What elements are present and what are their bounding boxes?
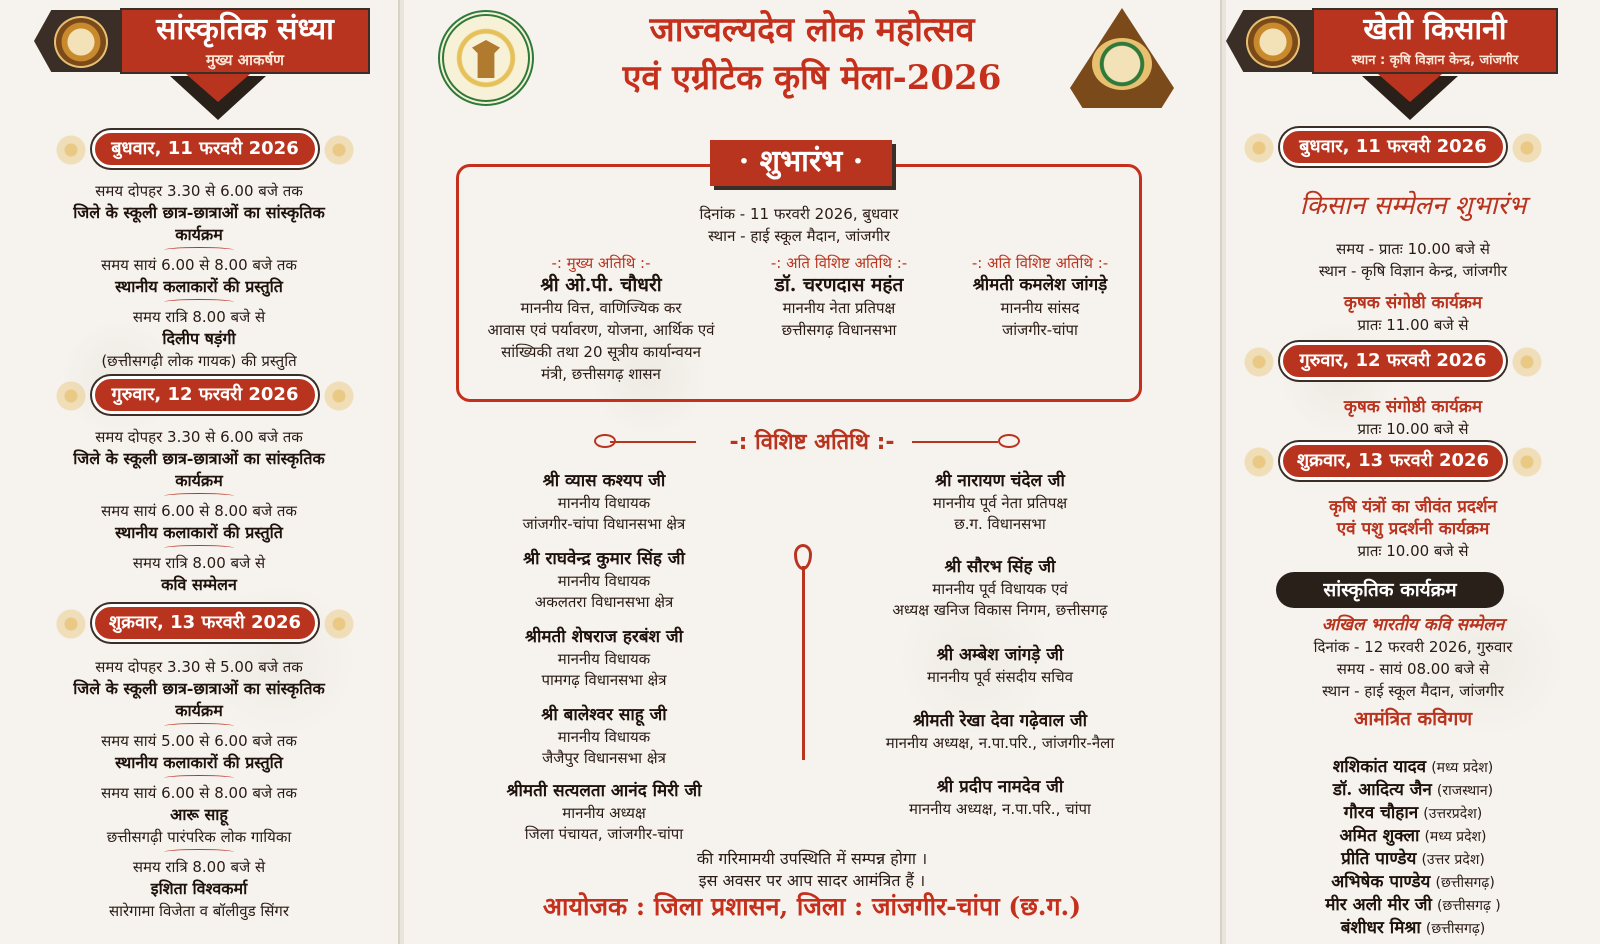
special-guest-name: श्रीमती कमलेश जांगड़े — [972, 275, 1108, 295]
middle-panel-main — [404, 0, 1222, 944]
festival-seal-icon — [1070, 8, 1174, 108]
guest-name: श्रीमती रेखा देवा गढ़ेवाल जी — [912, 711, 1088, 731]
kavi-place: स्थान - हाई स्कूल मैदान, जांजगीर — [1322, 682, 1504, 700]
divider — [164, 723, 234, 729]
poets-list — [1226, 756, 1600, 940]
divider — [164, 849, 234, 855]
guest-entry — [820, 644, 1180, 688]
guest-entry — [820, 710, 1180, 754]
date-pill-day3: शुक्रवार, 13 फरवरी 2026 — [1280, 442, 1506, 480]
performer-note: छत्तीसगढ़ी पारंपरिक लोक गायिका — [106, 828, 292, 846]
chief-guest — [463, 253, 739, 385]
ornament-line — [912, 441, 998, 443]
schedule-time: समय सायं 6.00 से 8.00 बजे तक — [101, 256, 297, 274]
schedule-time: समय दोपहर 3.30 से 6.00 बजे तक — [95, 182, 303, 200]
poet-state: (मध्य प्रदेश) — [1431, 760, 1494, 776]
schedule-time: समय दोपहर 3.30 से 5.00 बजे तक — [95, 658, 303, 676]
special-guest-desc: माननीय सांसद — [1000, 299, 1080, 317]
temple-emblem-icon — [1092, 38, 1152, 90]
schedule-title: जिले के स्कूली छात्र-छात्राओं का सांस्कृतिक कार्यक्रम — [73, 449, 325, 490]
day2-schedule — [0, 426, 398, 596]
poet-item — [1226, 894, 1600, 917]
organizer-line: आयोजक : जिला प्रशासन, जिला : जांजगीर-चांपा (छ.ग.) — [542, 892, 1082, 921]
poet-name: शशिकांत यादव — [1332, 757, 1427, 777]
kavi-date: दिनांक - 12 फरवरी 2026, गुरुवार — [1313, 638, 1513, 656]
guest-desc: पामगढ़ विधानसभा क्षेत्र — [541, 671, 667, 689]
sangoshthi-title: कृषक संगोष्ठी कार्यक्रम — [1343, 397, 1483, 417]
header-subtitle: मुख्य आकर्षण — [205, 51, 285, 69]
divider — [164, 775, 234, 781]
guest-desc: माननीय विधायक — [557, 728, 651, 746]
header-subtitle: स्थान : कृषि विज्ञान केन्द्र, जांजगीर — [1351, 53, 1519, 68]
cultural-program-label: सांस्कृतिक कार्यक्रम — [1276, 572, 1504, 608]
header-title-box — [120, 8, 370, 74]
header-title: सांस्कृतिक संध्या — [156, 12, 334, 47]
guest-entry — [424, 470, 784, 535]
chief-guest-desc: मंत्री, छत्तीसगढ़ शासन — [541, 365, 661, 383]
event-title-line2: एवं एग्रीटेक कृषि मेला-2026 — [622, 58, 1002, 98]
kisan-place: स्थान - कृषि विज्ञान केन्द्र, जांजगीर — [1318, 262, 1508, 280]
divider — [164, 493, 234, 499]
special-guest-label: -: अति विशिष्ट अतिथि :- — [770, 254, 908, 272]
day2-details — [1226, 396, 1600, 440]
poet-state: (छत्तीसगढ़) — [1435, 875, 1495, 891]
special-guest-2 — [941, 253, 1139, 341]
poet-state: (राजस्थान) — [1436, 783, 1494, 799]
kavi-sammelan-details — [1226, 614, 1600, 730]
schedule-time: समय सायं 6.00 से 8.00 बजे तक — [101, 784, 297, 802]
poet-name: बंशीधर मिश्रा — [1340, 918, 1421, 938]
guest-desc: माननीय अध्यक्ष, न.पा.परि., जांजगीर-नैला — [885, 734, 1115, 752]
chief-guest-label: -: मुख्य अतिथि :- — [551, 254, 651, 272]
special-guest-desc: जांजगीर-चांपा — [1002, 321, 1078, 339]
guest-desc: माननीय पूर्व नेता प्रतिपक्ष — [932, 494, 1068, 512]
schedule-time: समय सायं 5.00 से 6.00 बजे तक — [101, 732, 297, 750]
center-divider — [802, 566, 805, 760]
schedule-title: कवि सम्मेलन — [161, 575, 237, 594]
special-guest-desc: छत्तीसगढ़ विधानसभा — [781, 321, 897, 339]
guest-entry — [424, 626, 784, 691]
cg-govt-seal-icon — [438, 10, 534, 106]
guest-desc: जांजगीर-चांपा विधानसभा क्षेत्र — [522, 515, 686, 533]
inauguration-place: स्थान - हाई स्कूल मैदान, जांजगीर — [708, 227, 890, 245]
guest-desc: माननीय अध्यक्ष — [562, 804, 646, 822]
schedule-time: समय रात्रि 8.00 बजे से — [132, 858, 266, 876]
poet-name: प्रीति पाण्डेय — [1341, 849, 1417, 869]
special-guest-name: डॉ. चरणदास महंत — [774, 274, 904, 296]
inauguration-label: · शुभारंभ · — [710, 140, 892, 186]
inauguration-box — [456, 164, 1142, 402]
schedule-title: स्थानीय कलाकारों की प्रस्तुति — [115, 753, 283, 772]
guest-desc: जैजैपुर विधानसभा क्षेत्र — [542, 749, 666, 767]
poet-state: (छत्तीसगढ़) — [1425, 921, 1486, 937]
header-title-box — [1312, 8, 1558, 74]
guest-entry — [820, 556, 1180, 621]
poet-state: (मध्य प्रदेश) — [1424, 829, 1487, 845]
guest-desc: अध्यक्ष खनिज विकास निगम, छत्तीसगढ़ — [892, 601, 1108, 619]
festival-logo-icon — [54, 16, 108, 68]
schedule-title: स्थानीय कलाकारों की प्रस्तुति — [115, 277, 283, 296]
farming-header — [1192, 6, 1592, 76]
schedule-time: समय रात्रि 8.00 बजे से — [132, 308, 266, 326]
poet-name: मीर अली मीर जी — [1325, 895, 1432, 915]
performer-note: (छत्तीसगढ़ी लोक गायक) की प्रस्तुति — [101, 352, 297, 370]
event-title — [554, 6, 1070, 102]
date-pill-day1: बुधवार, 11 फरवरी 2026 — [1280, 128, 1506, 166]
date-pill-day1: बुधवार, 11 फरवरी 2026 — [92, 130, 318, 168]
performer-note: सारेगामा विजेता व बॉलीवुड सिंगर — [108, 902, 290, 920]
guest-desc: माननीय अध्यक्ष, न.पा.परि., चांपा — [909, 800, 1091, 818]
right-panel-farming — [1226, 0, 1600, 944]
poet-name: अमित शुक्ला — [1339, 826, 1420, 846]
poet-name: अभिषेक पाण्डेय — [1331, 872, 1431, 892]
date-pill-day2: गुरुवार, 12 फरवरी 2026 — [1280, 342, 1506, 380]
poet-item — [1226, 825, 1600, 848]
day1-schedule — [0, 180, 398, 372]
schedule-title: जिले के स्कूली छात्र-छात्राओं का सांस्कृतिक कार्यक्रम — [73, 679, 325, 720]
guest-desc: जिला पंचायत, जांजगीर-चांपा — [524, 825, 684, 843]
pointer-arrow-inner-icon — [1378, 74, 1442, 102]
divider — [164, 299, 234, 305]
inauguration-details — [459, 203, 1139, 247]
guest-entry — [424, 548, 784, 613]
guest-entry — [424, 704, 784, 769]
poet-state: (छत्तीसगढ़ ) — [1437, 898, 1501, 914]
guest-entry — [820, 776, 1180, 820]
demo-time: प्रातः 10.00 बजे से — [1357, 542, 1469, 560]
guest-desc: माननीय विधायक — [557, 494, 651, 512]
kavi-time: समय - सायं 08.00 बजे से — [1336, 660, 1490, 678]
kisan-details — [1226, 238, 1600, 336]
guest-name: श्री अम्बेश जांगड़े जी — [936, 645, 1064, 665]
poet-name: डॉ. आदित्य जैन — [1332, 780, 1432, 800]
poet-item — [1226, 917, 1600, 940]
guest-name: श्री सौरभ सिंह जी — [944, 557, 1056, 577]
sangoshthi-time: प्रातः 11.00 बजे से — [1357, 316, 1469, 334]
event-title-line1: जाज्वल्यदेव लोक महोत्सव — [649, 10, 975, 50]
poet-item — [1226, 848, 1600, 871]
poet-state: (उत्तर प्रदेश) — [1421, 852, 1485, 868]
guest-desc: छ.ग. विधानसभा — [954, 515, 1046, 533]
schedule-time: समय दोपहर 3.30 से 6.00 बजे तक — [95, 428, 303, 446]
performer-name: इशिता विश्वकर्मा — [150, 879, 248, 898]
vishisht-label: -: विशिष्ट अतिथि :- — [729, 430, 895, 455]
ashoka-emblem-icon — [472, 40, 500, 78]
festival-logo-icon — [1246, 16, 1300, 68]
guest-name: श्रीमती शेषराज हरबंश जी — [524, 627, 684, 647]
sangoshthi-title: कृषक संगोष्ठी कार्यक्रम — [1343, 293, 1483, 313]
schedule-title: जिले के स्कूली छात्र-छात्राओं का सांस्कृतिक कार्यक्रम — [73, 203, 325, 244]
guest-entry — [820, 470, 1180, 535]
demo-title-1: कृषि यंत्रों का जीवंत प्रदर्शन — [1329, 497, 1497, 517]
left-panel-cultural — [0, 0, 400, 944]
guest-name: श्री नारायण चंदेल जी — [935, 471, 1065, 491]
guest-desc: माननीय विधायक — [557, 572, 651, 590]
poet-item — [1226, 756, 1600, 779]
date-pill-day2: गुरुवार, 12 फरवरी 2026 — [92, 376, 318, 414]
day3-details — [1226, 496, 1600, 562]
guest-name: श्री व्यास कश्यप जी — [542, 471, 666, 491]
special-guest-desc: माननीय नेता प्रतिपक्ष — [782, 299, 896, 317]
cultural-header — [0, 6, 400, 76]
schedule-time: समय रात्रि 8.00 बजे से — [132, 554, 266, 572]
ornament-knot-icon — [998, 434, 1020, 448]
poet-item — [1226, 779, 1600, 802]
guest-name: श्री बालेश्वर साहू जी — [541, 705, 667, 725]
kisan-sammelan-title: किसान सम्मेलन शुभारंभ — [1299, 191, 1527, 221]
poet-name: गौरव चौहान — [1343, 803, 1419, 823]
date-pill-day3: शुक्रवार, 13 फरवरी 2026 — [92, 604, 318, 642]
day3-schedule — [0, 656, 398, 922]
schedule-title: स्थानीय कलाकारों की प्रस्तुति — [115, 523, 283, 542]
kavi-title: अखिल भारतीय कवि सम्मेलन — [1321, 615, 1505, 635]
poet-item — [1226, 802, 1600, 825]
inauguration-date: दिनांक - 11 फरवरी 2026, बुधवार — [699, 205, 899, 223]
kisan-time: समय - प्रातः 10.00 बजे से — [1336, 240, 1490, 258]
chief-guest-desc: आवास एवं पर्यावरण, योजना, आर्थिक एवं — [487, 321, 715, 339]
special-guest-1 — [739, 253, 939, 341]
guest-desc: अकलतरा विधानसभा क्षेत्र — [534, 593, 674, 611]
footer-note-1: की गरिमामयी उपस्थिति में सम्पन्न होगा । — [696, 849, 928, 868]
guest-name: श्री राघवेन्द्र कुमार सिंह जी — [523, 549, 685, 569]
poet-item — [1226, 871, 1600, 894]
chief-guest-desc: सांख्यिकी तथा 20 सूत्रीय कार्यान्वयन — [501, 343, 701, 361]
performer-name: आरू साहू — [170, 805, 228, 824]
guest-entry — [424, 780, 784, 845]
header-title: खेती किसानी — [1363, 12, 1507, 47]
footer-note-2: इस अवसर पर आप सादर आमंत्रित हैं । — [698, 871, 926, 890]
pointer-arrow-inner-icon — [186, 74, 250, 102]
guest-name: श्रीमती सत्यलता आनंद मिरी जी — [506, 781, 702, 801]
sangoshthi-time: प्रातः 10.00 बजे से — [1357, 420, 1469, 438]
demo-title-2: एवं पशु प्रदर्शनी कार्यक्रम — [1336, 519, 1490, 539]
poet-state: (उत्तरप्रदेश) — [1423, 806, 1483, 822]
schedule-time: समय सायं 6.00 से 8.00 बजे तक — [101, 502, 297, 520]
guest-desc: माननीय विधायक — [557, 650, 651, 668]
divider — [164, 247, 234, 253]
guest-desc: माननीय पूर्व विधायक एवं — [932, 580, 1068, 598]
special-guest-label: -: अति विशिष्ट अतिथि :- — [971, 254, 1109, 272]
poets-label: आमंत्रित कविगण — [1353, 708, 1473, 730]
divider — [164, 545, 234, 551]
chief-guest-name: श्री ओ.पी. चौधरी — [540, 274, 662, 296]
chief-guest-desc: माननीय वित्त, वाणिज्यिक कर — [520, 299, 682, 317]
performer-name: दिलीप षड़ंगी — [162, 329, 236, 348]
guest-desc: माननीय पूर्व संसदीय सचिव — [927, 668, 1073, 686]
guest-name: श्री प्रदीप नामदेव जी — [936, 777, 1064, 797]
